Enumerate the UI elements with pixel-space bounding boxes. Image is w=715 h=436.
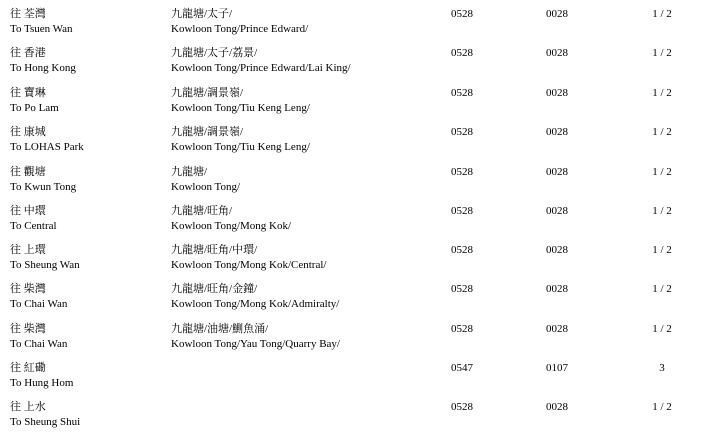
frequency: 1 / 2 bbox=[652, 205, 672, 217]
first-train-time: 0528 bbox=[451, 205, 473, 217]
first-train-time: 0547 bbox=[451, 362, 473, 374]
via-cell bbox=[171, 165, 240, 195]
frequency: 1 / 2 bbox=[652, 47, 672, 59]
destination-cell bbox=[10, 204, 57, 234]
destination-zh: 往 荃灣 bbox=[10, 8, 46, 20]
frequency: 1 / 2 bbox=[652, 87, 672, 99]
last-train-time: 0028 bbox=[546, 283, 568, 295]
destination-cell bbox=[10, 125, 84, 155]
destination-en: To Kwun Tong bbox=[10, 181, 77, 193]
last-train-time: 0028 bbox=[546, 166, 568, 178]
destination-en: To Chai Wan bbox=[10, 338, 68, 350]
via-en: Kowloon Tong/Tiu Keng Leng/ bbox=[171, 141, 310, 153]
via-cell bbox=[171, 86, 310, 116]
via-zh: 九龍塘/調景嶺/ bbox=[171, 126, 244, 138]
destination-zh: 往 寶琳 bbox=[10, 87, 46, 99]
via-en: Kowloon Tong/Prince Edward/ bbox=[171, 23, 309, 35]
destination-cell bbox=[10, 282, 67, 312]
destination-zh: 往 上水 bbox=[10, 401, 46, 413]
last-train-time: 0028 bbox=[546, 87, 568, 99]
last-train-time: 0028 bbox=[546, 401, 568, 413]
destination-zh: 往 康城 bbox=[10, 126, 46, 138]
destination-en: To LOHAS Park bbox=[10, 141, 84, 153]
destination-zh: 往 中環 bbox=[10, 205, 46, 217]
destination-zh: 往 紅磡 bbox=[10, 362, 46, 374]
destination-cell bbox=[10, 400, 80, 430]
destination-en: To Po Lam bbox=[10, 102, 59, 114]
table-row bbox=[0, 125, 715, 161]
frequency: 1 / 2 bbox=[652, 401, 672, 413]
frequency: 1 / 2 bbox=[652, 323, 672, 335]
via-zh: 九龍塘/油塘/鰂魚涌/ bbox=[171, 323, 269, 335]
via-cell bbox=[171, 125, 310, 155]
destination-en: To Tsuen Wan bbox=[10, 23, 73, 35]
last-train-time: 0028 bbox=[546, 244, 568, 256]
destination-en: To Hung Hom bbox=[10, 377, 74, 389]
destination-en: To Sheung Shui bbox=[10, 416, 81, 428]
last-train-time: 0028 bbox=[546, 126, 568, 138]
frequency: 3 bbox=[659, 362, 665, 374]
destination-zh: 往 觀塘 bbox=[10, 166, 46, 178]
destination-zh: 往 香港 bbox=[10, 47, 46, 59]
via-en: Kowloon Tong/Mong Kok/ bbox=[171, 220, 292, 232]
via-zh: 九龍塘/旺角/中環/ bbox=[171, 244, 258, 256]
via-zh: 九龍塘/太子/ bbox=[171, 8, 233, 20]
via-cell bbox=[171, 46, 351, 76]
table-row bbox=[0, 400, 715, 436]
destination-cell bbox=[10, 86, 59, 116]
table-row bbox=[0, 361, 715, 397]
destination-en: To Chai Wan bbox=[10, 298, 68, 310]
via-en: Kowloon Tong/ bbox=[171, 181, 241, 193]
via-en: Kowloon Tong/Tiu Keng Leng/ bbox=[171, 102, 310, 114]
first-train-time: 0528 bbox=[451, 244, 473, 256]
first-train-time: 0528 bbox=[451, 323, 473, 335]
first-train-time: 0528 bbox=[451, 8, 473, 20]
destination-en: To Central bbox=[10, 220, 57, 232]
first-train-time: 0528 bbox=[451, 47, 473, 59]
via-zh: 九龍塘/旺角/金鐘/ bbox=[171, 283, 258, 295]
first-train-time: 0528 bbox=[451, 87, 473, 99]
frequency: 1 / 2 bbox=[652, 283, 672, 295]
via-zh: 九龍塘/太子/荔景/ bbox=[171, 47, 258, 59]
destination-zh: 往 柴灣 bbox=[10, 283, 46, 295]
via-en: Kowloon Tong/Mong Kok/Admiralty/ bbox=[171, 298, 340, 310]
via-cell bbox=[171, 7, 308, 37]
frequency: 1 / 2 bbox=[652, 8, 672, 20]
destination-cell bbox=[10, 243, 80, 273]
table-row bbox=[0, 322, 715, 358]
table-row bbox=[0, 86, 715, 122]
frequency: 1 / 2 bbox=[652, 126, 672, 138]
via-en: Kowloon Tong/Mong Kok/Central/ bbox=[171, 259, 327, 271]
via-zh: 九龍塘/旺角/ bbox=[171, 205, 233, 217]
last-train-time: 0028 bbox=[546, 323, 568, 335]
destination-cell bbox=[10, 361, 73, 391]
table-row bbox=[0, 243, 715, 279]
table-row bbox=[0, 46, 715, 82]
table-row bbox=[0, 204, 715, 240]
first-train-time: 0528 bbox=[451, 401, 473, 413]
first-train-time: 0528 bbox=[451, 283, 473, 295]
last-train-time: 0028 bbox=[546, 47, 568, 59]
destination-en: To Sheung Wan bbox=[10, 259, 80, 271]
via-cell bbox=[171, 243, 326, 273]
destination-en: To Hong Kong bbox=[10, 62, 76, 74]
via-zh: 九龍塘/調景嶺/ bbox=[171, 87, 244, 99]
table-row bbox=[0, 165, 715, 201]
table-row bbox=[0, 282, 715, 318]
via-cell bbox=[171, 204, 291, 234]
destination-cell bbox=[10, 7, 73, 37]
destination-cell bbox=[10, 165, 76, 195]
destination-cell bbox=[10, 322, 67, 352]
via-en: Kowloon Tong/Prince Edward/Lai King/ bbox=[171, 62, 351, 74]
via-cell bbox=[171, 282, 339, 312]
via-zh: 九龍塘/ bbox=[171, 166, 208, 178]
frequency: 1 / 2 bbox=[652, 166, 672, 178]
last-train-time: 0028 bbox=[546, 8, 568, 20]
first-train-time: 0528 bbox=[451, 166, 473, 178]
last-train-time: 0028 bbox=[546, 205, 568, 217]
via-cell bbox=[171, 322, 340, 352]
destination-zh: 往 柴灣 bbox=[10, 323, 46, 335]
table-row bbox=[0, 7, 715, 43]
destination-cell bbox=[10, 46, 76, 76]
last-train-time: 0107 bbox=[546, 362, 568, 374]
first-train-time: 0528 bbox=[451, 126, 473, 138]
destination-zh: 往 上環 bbox=[10, 244, 46, 256]
frequency: 1 / 2 bbox=[652, 244, 672, 256]
via-en: Kowloon Tong/Yau Tong/Quarry Bay/ bbox=[171, 338, 340, 350]
